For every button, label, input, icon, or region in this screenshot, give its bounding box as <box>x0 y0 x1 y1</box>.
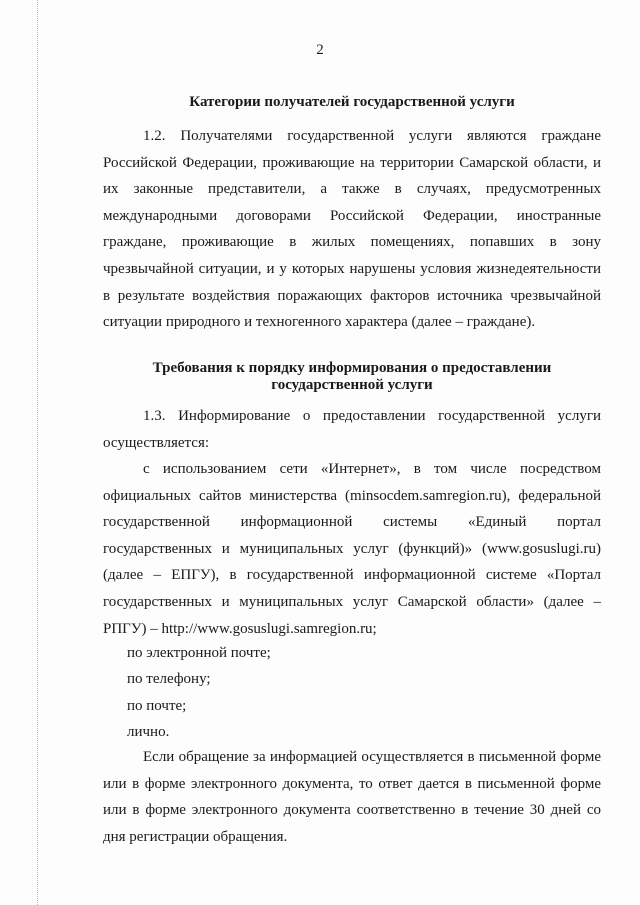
section-heading-informing-line2: государственной услуги <box>271 377 433 393</box>
paragraph-1-3: 1.3. Информирование о предоставлении государственной услуги осуществляется: <box>103 408 601 451</box>
paragraph-written-response: Если обращение за информацией осуществляется в письменной форме или в форме электронного документа, то ответ дается в письменной форме или в форме электронного документа соответственно в течение 30 дней со дня регистрации обращения. <box>103 749 601 845</box>
section-heading-informing-line1: Требования к порядку информирования о предоставлении <box>152 360 552 376</box>
section-heading-informing <box>103 360 601 394</box>
section-heading-recipients: Категории получателей государственной услуги <box>189 94 515 110</box>
channel-post: по почте; <box>127 698 187 714</box>
paragraph-1-2: 1.2. Получателями государственной услуги являются граждане Российской Федерации, проживающие на территории Самарской области, и их законные представители, а также в случаях, предусмотренных международными договорами Российской Федерации, иностранные граждане, проживающие в жилых помещениях, попавших в зону чрезвычайной ситуации, и у которых нарушены условия жизнедеятельности в результате воздействия поражающих факторов источника чрезвычайной ситуации природного и техногенного характера (далее – граждане). <box>103 128 601 331</box>
scan-edge-line <box>37 0 38 905</box>
channel-phone: по телефону; <box>127 671 211 687</box>
paragraph-internet-channels: с использованием сети «Интернет», в том числе посредством официальных сайтов министерства (minsocdem.samregion.ru), федеральной государственной информационной системы «Единый портал государственных и муниципальных услуг (функций)» (www.gosuslugi.ru) (далее – ЕПГУ), в государственной информационной системе «Портал государственных и муниципальных услуг Самарской области» (далее – РПГУ) – http://www.gosuslugi.samregion.ru; <box>103 461 601 637</box>
channel-email: по электронной почте; <box>127 645 271 661</box>
page-number: 2 <box>316 42 324 58</box>
channel-in-person: лично. <box>127 724 170 740</box>
